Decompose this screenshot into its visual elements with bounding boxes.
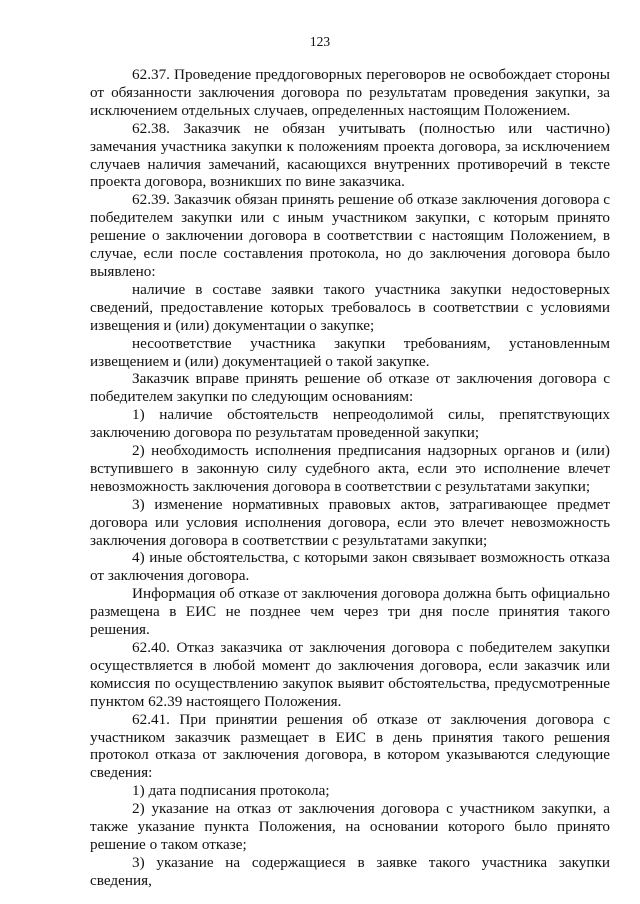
list-item-law-change: 3) изменение нормативных правовых актов, затрагивающее предмет договора или условия исполнения договора, если это влечет невозможность заключения договора в соответствии с результатами закупки; [90, 495, 610, 549]
list-item-protocol-date: 1) дата подписания протокола; [132, 782, 330, 800]
list-item-other-circumstances: 4) иные обстоятельства, с которыми закон связывает возможность отказа от заключения договора. [90, 549, 610, 585]
page-number: 123 [309, 34, 331, 49]
paragraph-62-38: 62.38. Заказчик не обязан учитывать (полностью или частично) замечания участника закупки к положениям проекта договора, за исключением случаев наличия замечаний, касающихся внутренних противоречий в тексте проекта договора, возникших по вине заказчика. [90, 119, 610, 191]
paragraph-noncompliance: несоответствие участника закупки требованиям, установленным извещением и (или) документацией о такой закупке. [90, 334, 610, 370]
list-item-application-info: 3) указание на содержащиеся в заявке такого участника закупки сведения, [90, 853, 610, 889]
paragraph-false-info: наличие в составе заявки такого участника закупки недостоверных сведений, предоставление которых требовалось в соответствии с условиями извещения и (или) документации о закупке; [90, 280, 610, 334]
paragraph-right-to-refuse: Заказчик вправе принять решение об отказе от заключения договора с победителем закупки по следующим основаниям: [90, 370, 610, 406]
list-item-refusal-indication: 2) указание на отказ от заключения договора с участником закупки, а также указание пункта Положения, на основании которого было принято решение о таком отказе; [90, 800, 610, 853]
paragraph-62-41: 62.41. При принятии решения об отказе от заключения договора с участником заказчик размещает в ЕИС в день принятия такого решения протокол отказа от заключения договора, в котором указываются следующие сведения: [90, 710, 610, 782]
paragraph-refusal-publication: Информация об отказе от заключения договора должна быть официально размещена в ЕИС не позднее чем через три дня после принятия такого решения. [90, 585, 610, 639]
list-item-regulator-order: 2) необходимость исполнения предписания надзорных органов и (или) вступившего в законную силу судебного акта, если это исполнение влечет невозможность заключения договора в соответствии с результатами закупки; [90, 442, 610, 495]
paragraph-62-39: 62.39. Заказчик обязан принять решение об отказе заключения договора с победителем закупки или с иным участником закупки, с которым принято решение о заключении договора в соответствии с настоящим Положением, в случае, если после составления протокола, но до заключения договора было выявлено: [90, 191, 610, 280]
paragraph-62-40: 62.40. Отказ заказчика от заключения договора с победителем закупки осуществляется в любой момент до заключения договора, если заказчик или комиссия по осуществлению закупок выявит обстоятельства, предусмотренные пунктом 62.39 настоящего Положения. [90, 639, 610, 710]
document-body [90, 66, 610, 890]
list-item-force-majeure: 1) наличие обстоятельств непреодолимой силы, препятствующих заключению договора по результатам проведенной закупки; [90, 406, 610, 442]
paragraph-62-37: 62.37. Проведение преддоговорных переговоров не освобождает стороны от обязанности заключения договора по результатам проведения закупки, за исключением отдельных случаев, определенных настоящим Положением. [90, 66, 610, 119]
